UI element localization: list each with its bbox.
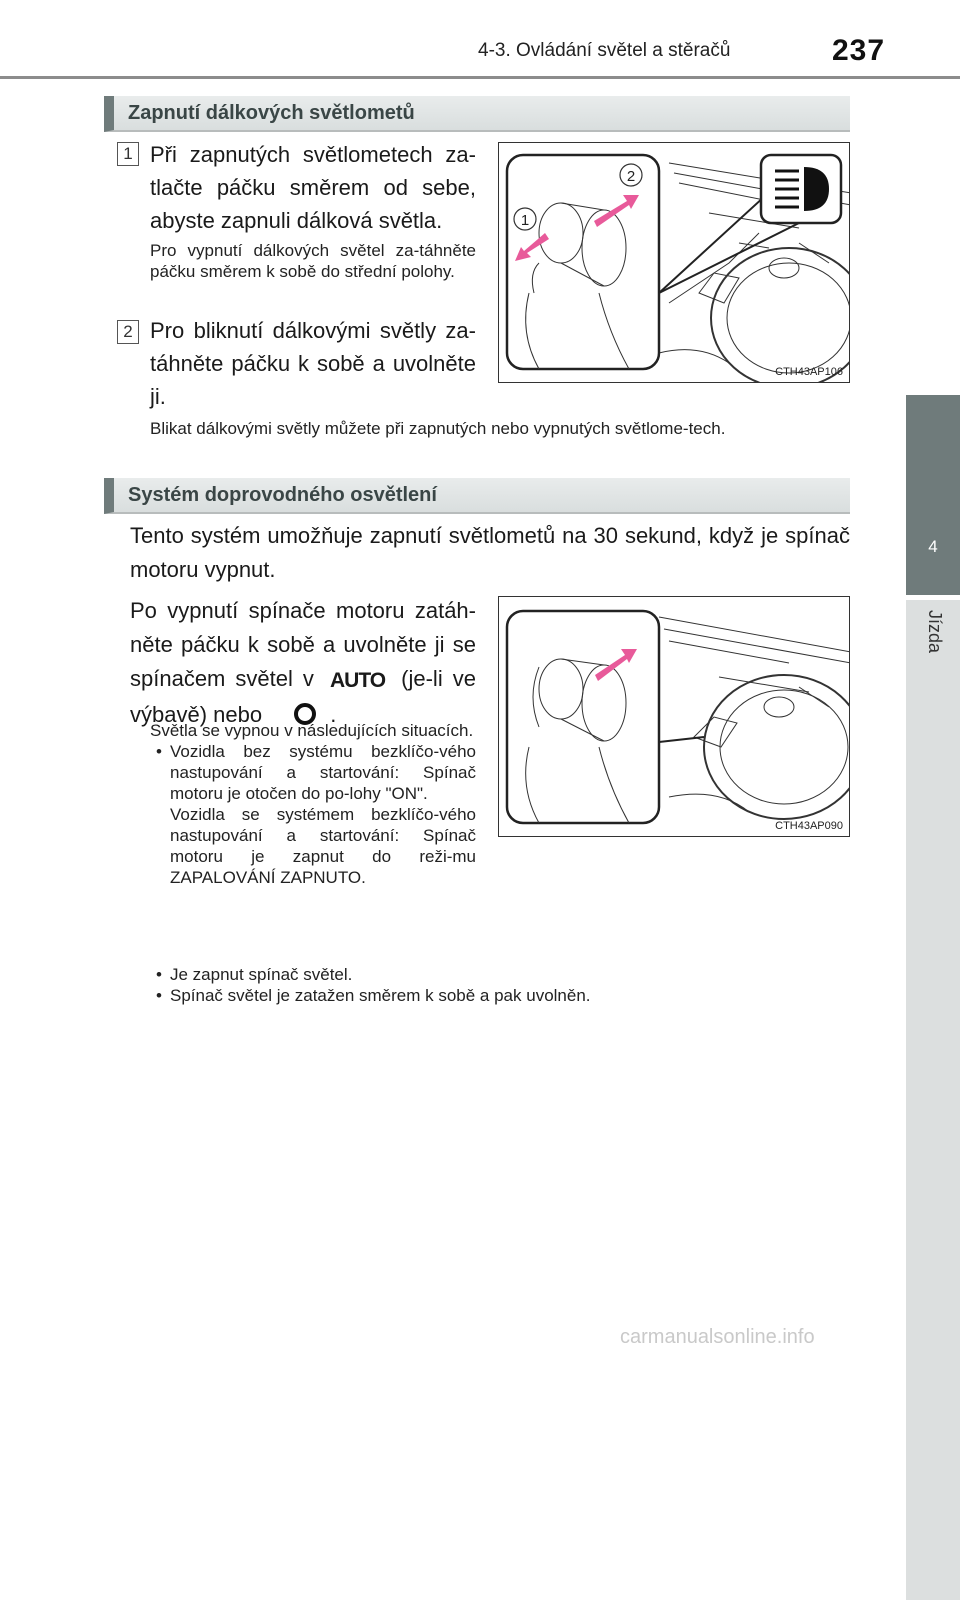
paragraph-part-1: Po vypnutí spínače motoru zatáh-něte páčku k sobě a uvolněte ji se spínačem světel v	[130, 598, 476, 691]
step-marker-2: 2	[117, 320, 139, 344]
note-bullet-3: • Spínač světel je zatažen směrem k sobě a pak uvolněn.	[150, 985, 850, 1006]
lever-illustration	[499, 143, 850, 383]
figure-follow-me-home-lever	[498, 596, 850, 837]
step-2-text: Pro bliknutí dálkovými světly za-táhněte páčku k sobě a uvolněte ji.	[150, 318, 476, 409]
section-1-note: Blikat dálkovými světly můžete při zapnutých nebo vypnutých světlome-tech.	[150, 419, 726, 438]
auto-switch-icon: AUTO	[329, 669, 386, 692]
chapter-number: 4	[928, 537, 938, 556]
step-1-text: Při zapnutých světlometech za-tlačte páčku směrem od sebe, abyste zapnuli dálková světla.	[150, 142, 476, 233]
section-2-paragraph	[130, 594, 476, 732]
note-bullet-2: • Je zapnut spínač světel.	[150, 964, 850, 985]
figure-callout-1: 1	[520, 212, 530, 229]
bullet-1-continuation: Vozidla se systémem bezklíčo-vého nastupování a startování: Spínač motoru je zapnut do reži-mu ZAPALOVÁNÍ ZAPNUTO.	[170, 805, 476, 887]
section-heading-high-beam	[104, 96, 850, 132]
chapter-tab	[906, 395, 960, 595]
page-number: 237	[832, 34, 886, 67]
paragraph-part-3: .	[330, 702, 337, 727]
lever-illustration	[499, 597, 850, 837]
note-bullet-1	[150, 741, 476, 888]
paragraph-part-2: (je-li ve výbavě) nebo	[130, 666, 476, 727]
chapter-label-tab	[906, 600, 960, 1600]
figure-code: CTH43AP090	[775, 820, 843, 832]
section-heading-follow-me-home	[104, 478, 850, 514]
chapter-label: Jízda	[925, 610, 945, 654]
watermark: carmanualsonline.info	[620, 1326, 815, 1348]
bullet-1-text: • Vozidla bez systému bezklíčo-vého nastupování a startování: Spínač motoru je otočen do po-lohy "ON".	[170, 742, 476, 803]
section-title: Systém doprovodného osvětlení	[128, 484, 437, 506]
note-intro: Světla se vypnou v následujících situacích.	[150, 721, 474, 740]
section-title: Zapnutí dálkových světlometů	[128, 102, 415, 124]
step-1-note: Pro vypnutí dálkových světel za-táhněte páčku směrem k sobě do střední polohy.	[150, 241, 476, 281]
section-2-bullets	[150, 964, 850, 1006]
figure-code: CTH43AP106	[775, 366, 843, 378]
header-divider	[0, 76, 960, 79]
section-2-intro: Tento systém umožňuje zapnutí světlometů na 30 sekund, když je spínač motoru vypnut.	[130, 523, 850, 582]
running-header-section: 4-3. Ovládání světel a stěračů	[478, 40, 731, 61]
figure-high-beam-lever	[498, 142, 850, 383]
figure-callout-2: 2	[626, 168, 636, 185]
step-marker-1: 1	[117, 142, 139, 166]
section-2-note	[150, 720, 476, 888]
